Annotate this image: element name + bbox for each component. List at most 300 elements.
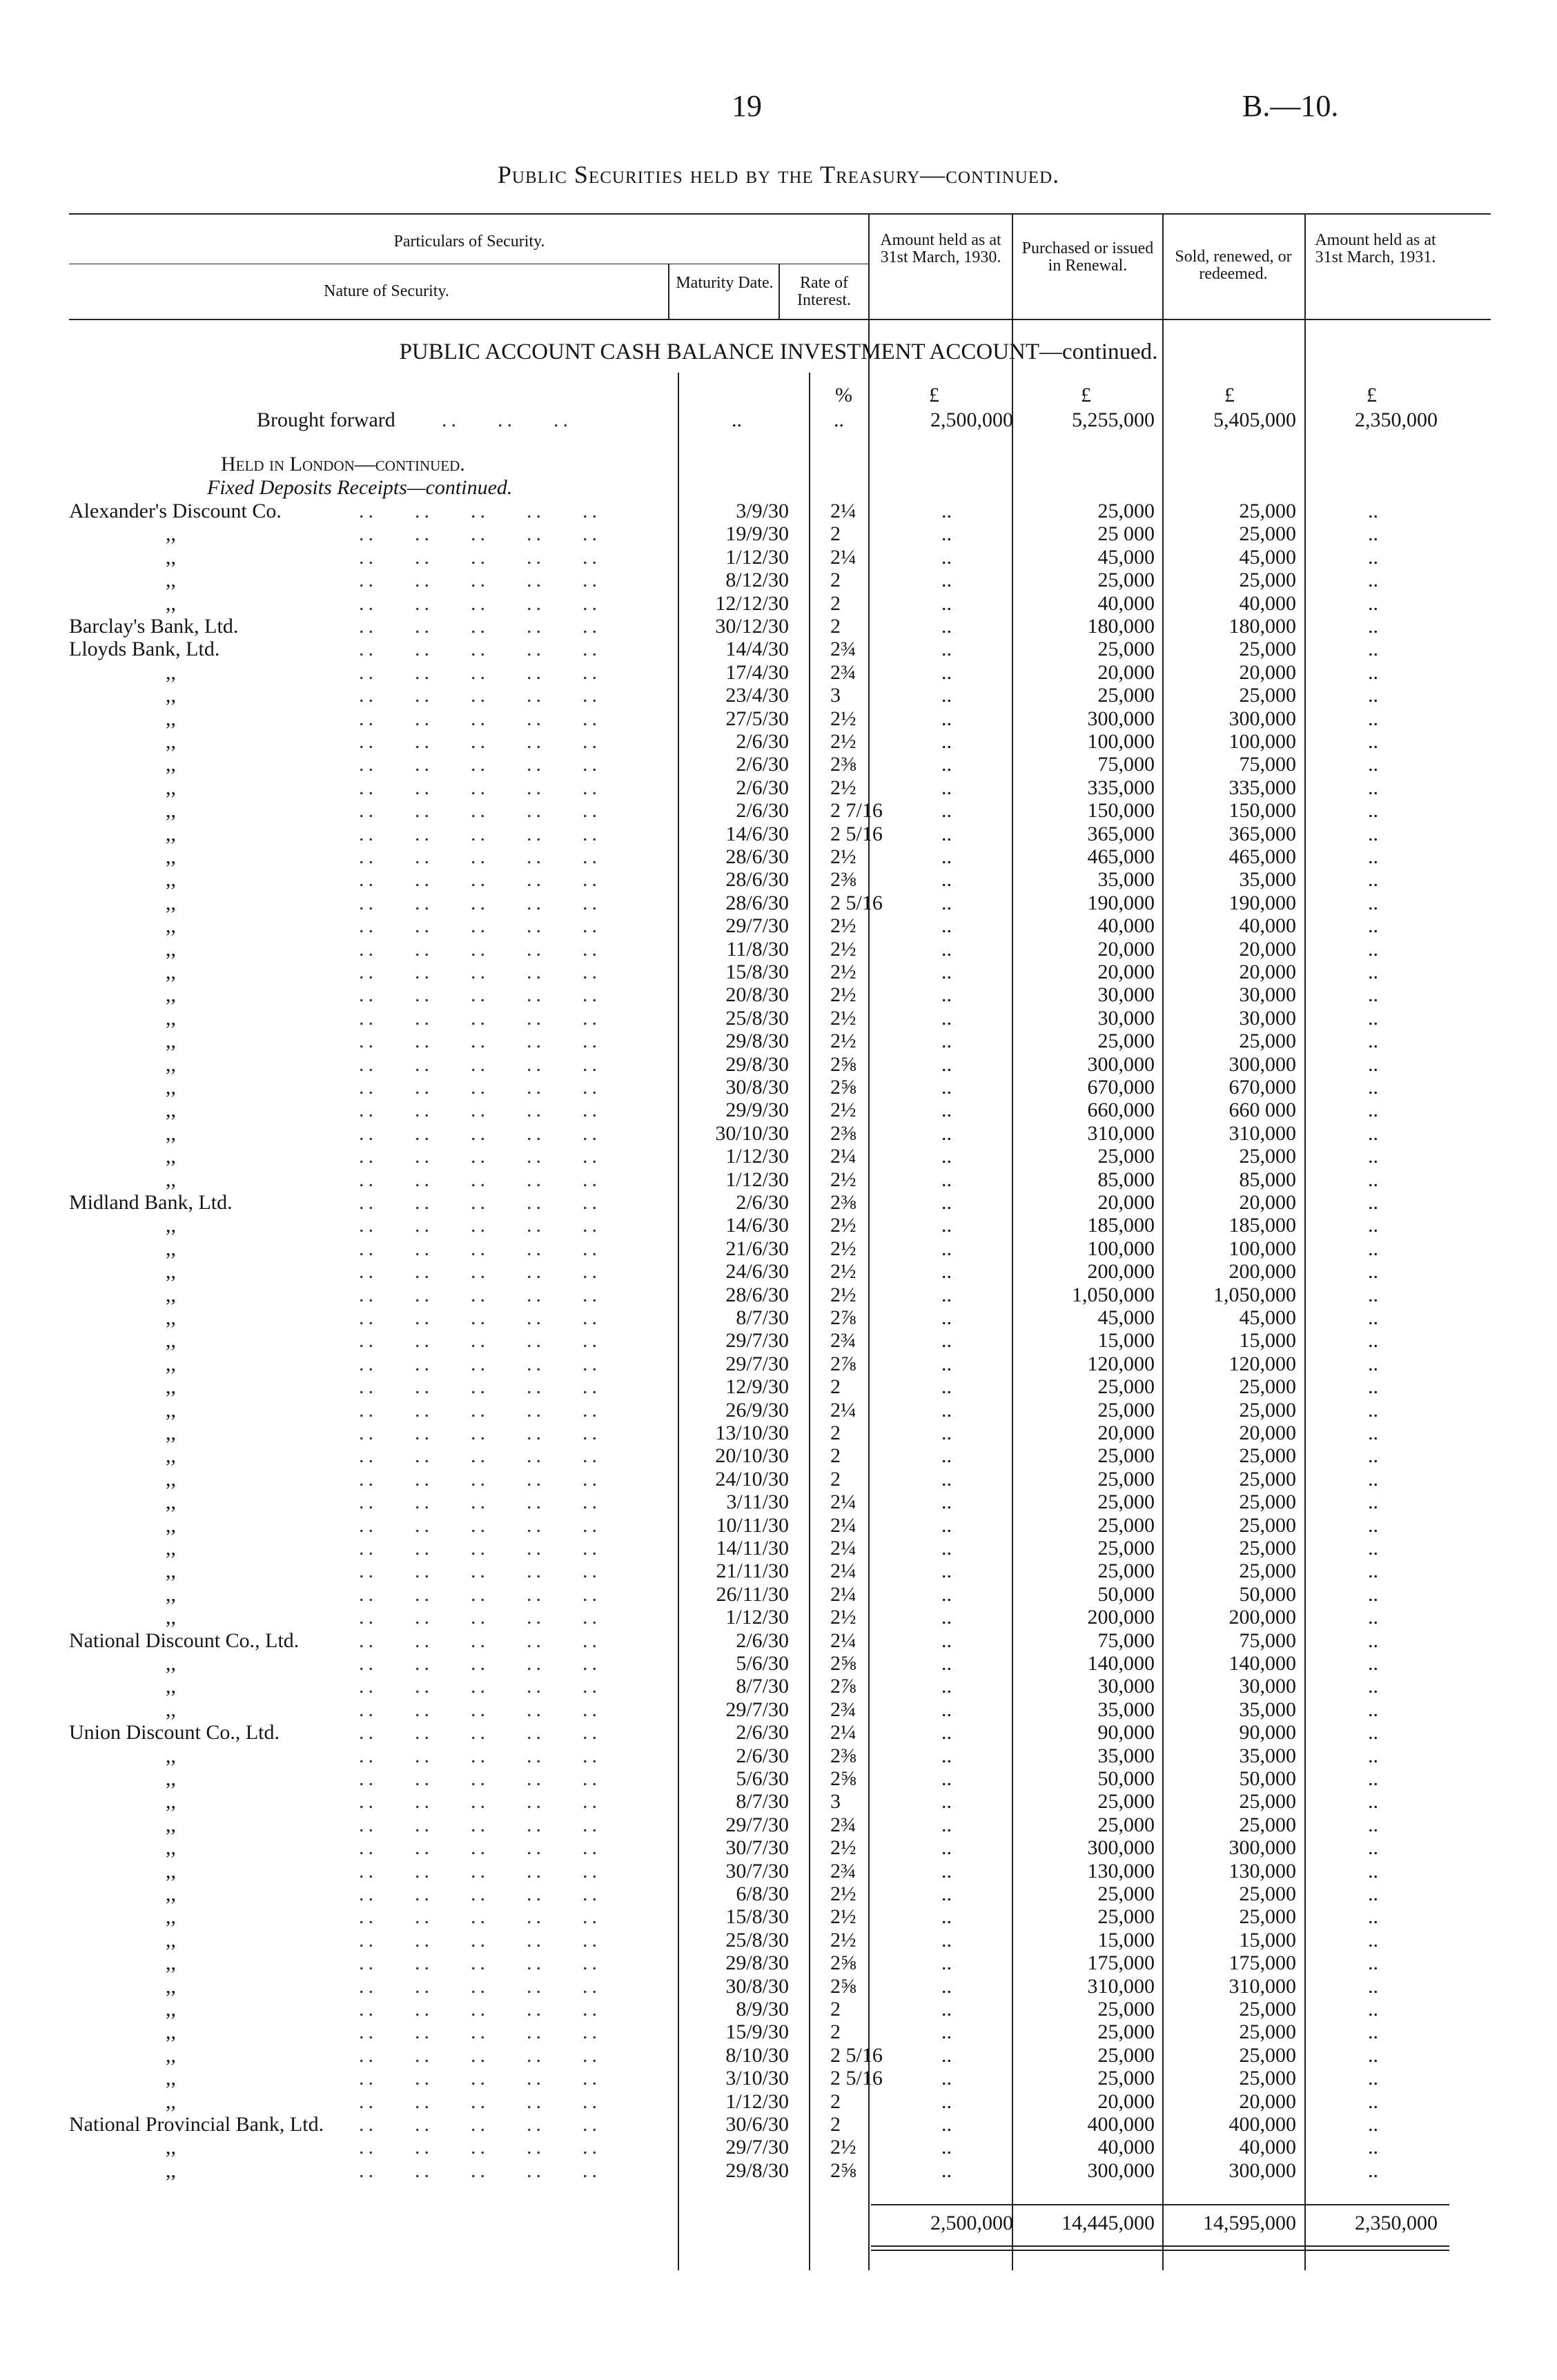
maturity-date: 13/10/30 [715,1422,789,1444]
interest-rate: 2½ [830,845,856,868]
purchased-amount: 335,000 [1087,776,1155,799]
purchased-amount: 25,000 [1097,1375,1155,1399]
interest-rate: 2½ [830,730,856,753]
maturity-date: 25/8/30 [725,1928,789,1951]
held-in-london-label: Held in London—continued. [221,453,465,475]
purchased-amount: 130,000 [1087,1859,1155,1882]
sold-amount: 310,000 [1228,1121,1296,1145]
security-name: ,, [166,1859,176,1882]
table-row [0,707,1557,731]
leader-dots: .. .. .. .. .. [359,1721,601,1744]
amount-1930: .. [941,545,952,569]
leader-dots: .. .. .. .. .. [359,776,601,799]
security-name: ,, [166,1491,176,1514]
amount-1931: .. [1368,2067,1378,2090]
sold-amount: 85,000 [1239,1168,1296,1191]
amount-1931: .. [1368,1422,1378,1444]
leader-dots: .. .. .. .. .. [359,638,601,661]
table-row [0,1284,1557,1307]
purchased-amount: 100,000 [1087,730,1155,753]
interest-rate: 2½ [830,1030,856,1053]
leader-dots: .. .. .. .. .. [359,569,601,592]
totals-top-rule [871,2204,1449,2205]
interest-rate: 2½ [830,1168,856,1191]
interest-rate: 2⅝ [830,2158,856,2182]
security-name: ,, [166,1675,176,1698]
brought-forward-pur: 5,255,000 [1072,409,1155,431]
leader-dots: .. .. .. .. .. [359,822,601,845]
amount-1931: .. [1368,1214,1378,1237]
purchased-amount: 25,000 [1097,1467,1155,1491]
leader-dots: .. .. .. .. .. [359,1928,601,1951]
header-purchased: Purchased or issued in Renewal. [1021,239,1154,275]
amount-1930: .. [941,1214,952,1237]
table-row [0,2067,1557,2090]
security-name: Alexander's Discount Co. [69,500,282,522]
purchased-amount: 120,000 [1087,1352,1155,1375]
interest-rate: 2½ [830,1260,856,1284]
interest-rate: 2½ [830,1882,856,1905]
maturity-date: 25/8/30 [725,1006,789,1030]
amount-1930: .. [941,1974,952,1998]
interest-rate: 2 [830,522,841,546]
table-row [0,615,1557,638]
maturity-date: 1/12/30 [725,1606,789,1629]
amount-1930: .. [941,1121,952,1145]
purchased-amount: 20,000 [1097,1191,1155,1214]
interest-rate: 2¾ [830,1859,856,1882]
table-row [0,569,1557,592]
amount-1931: .. [1368,1560,1378,1583]
sold-amount: 300,000 [1228,1052,1296,1076]
amount-1930: .. [941,707,952,730]
leader-dots: .. .. .. [442,409,572,431]
table-row [0,1237,1557,1261]
maturity-date: 14/11/30 [716,1537,789,1560]
sold-amount: 1,050,000 [1213,1283,1296,1306]
amount-1930: .. [941,822,952,845]
purchased-amount: 30,000 [1097,1675,1155,1698]
security-name: ,, [166,1375,176,1399]
table-row [0,961,1557,984]
security-name: ,, [166,1444,176,1468]
amount-1931: .. [1368,1928,1378,1951]
maturity-date: 8/12/30 [725,569,789,592]
amount-1930: .. [941,868,952,892]
security-name: ,, [166,684,176,707]
maturity-date: 8/7/30 [736,1306,789,1329]
table-row [0,1606,1557,1629]
fixed-deposits-label: Fixed Deposits Receipts—continued. [207,476,513,499]
security-name: ,, [166,1606,176,1629]
security-name: ,, [166,1052,176,1076]
leader-dots: .. .. .. .. .. [359,1422,601,1444]
amount-1931: .. [1368,776,1378,799]
security-name: ,, [166,660,176,684]
purchased-amount: 400,000 [1087,2113,1155,2136]
unit-rate: % [835,384,852,406]
amount-1930: .. [941,684,952,707]
interest-rate: 2⅜ [830,868,856,892]
sold-amount: 180,000 [1228,615,1296,638]
maturity-date: 19/9/30 [725,522,789,546]
sold-amount: 20,000 [1239,937,1296,961]
header-amount-1930: Amount held as at 31st March, 1930. [880,231,1001,266]
interest-rate: 2½ [830,776,856,799]
purchased-amount: 175,000 [1087,1951,1155,1975]
purchased-amount: 25,000 [1097,1790,1155,1813]
amount-1930: .. [941,1675,952,1698]
header-maturity: Maturity Date. [676,274,774,292]
table-row [0,1260,1557,1284]
sold-amount: 25,000 [1239,1444,1296,1468]
purchased-amount: 25,000 [1097,500,1155,522]
sold-amount: 140,000 [1228,1652,1296,1675]
total-sold: 14,595,000 [1203,2212,1296,2234]
table-row [0,546,1557,569]
maturity-date: 26/11/30 [716,1582,789,1606]
interest-rate: 2 [830,1375,841,1399]
table-row [0,1652,1557,1675]
interest-rate: 2⅜ [830,753,856,776]
interest-rate: 2¾ [830,1813,856,1836]
security-name: ,, [166,1698,176,1721]
amount-1930: .. [941,1076,952,1099]
security-name: ,, [166,730,176,753]
sold-amount: 190,000 [1228,891,1296,914]
maturity-date: 30/7/30 [725,1859,789,1882]
table-row [0,799,1557,823]
sold-amount: 100,000 [1228,1237,1296,1260]
total-pur: 14,445,000 [1061,2212,1155,2234]
purchased-amount: 40,000 [1097,591,1155,615]
purchased-amount: 30,000 [1097,983,1155,1007]
amount-1931: .. [1368,1467,1378,1491]
sold-amount: 40,000 [1239,914,1296,938]
maturity-date: 29/8/30 [725,2158,789,2182]
security-name: ,, [166,2136,176,2159]
sold-amount: 310,000 [1228,1974,1296,1998]
leader-dots: .. .. .. .. .. [359,1145,601,1168]
sold-amount: 20,000 [1239,1422,1296,1444]
purchased-amount: 365,000 [1087,822,1155,845]
total-a31: 2,350,000 [1355,2212,1438,2234]
amount-1930: .. [941,1698,952,1721]
page-title: Public Securities held by the Treasury—continued. [497,161,1060,188]
interest-rate: 2½ [830,937,856,961]
interest-rate: 2½ [830,1006,856,1030]
amount-1930: .. [941,1467,952,1491]
security-name: ,, [166,1283,176,1306]
maturity-date: 2/6/30 [736,1629,789,1652]
amount-1930: .. [941,1537,952,1560]
amount-1931: .. [1368,1813,1378,1836]
interest-rate: 2 [830,591,841,615]
amount-1931: .. [1368,1675,1378,1698]
leader-dots: .. .. .. .. .. [359,1905,601,1929]
amount-1930: .. [941,1052,952,1076]
amount-1930: .. [941,2158,952,2182]
purchased-amount: 25,000 [1097,1882,1155,1905]
maturity-date: 3/9/30 [736,500,789,522]
security-name: National Provincial Bank, Ltd. [69,2113,324,2136]
table-row [0,1468,1557,1491]
interest-rate: 2¼ [830,1398,856,1422]
header-nature: Nature of Security. [324,282,449,300]
leader-dots: .. .. .. .. .. [359,1237,601,1260]
amount-1931: .. [1368,1052,1378,1076]
interest-rate: 2⅝ [830,1767,856,1790]
leader-dots: .. .. .. .. .. [359,1283,601,1306]
leader-dots: .. .. .. .. .. [359,1675,601,1698]
maturity-date: 2/6/30 [736,1721,789,1744]
unit-a31: £ [1367,384,1377,406]
security-name: ,, [166,1905,176,1929]
maturity-date: 2/6/30 [736,730,789,753]
interest-rate: 2½ [830,983,856,1007]
purchased-amount: 25,000 [1097,2020,1155,2044]
document-reference: B.—10. [1242,89,1339,123]
security-name: ,, [166,937,176,961]
leader-dots: .. .. .. .. .. [359,1491,601,1514]
purchased-amount: 310,000 [1087,1974,1155,1998]
table-row [0,2113,1557,2136]
interest-rate: 2¼ [830,545,856,569]
amount-1930: .. [941,638,952,661]
table-row [0,1191,1557,1214]
security-name: ,, [166,1145,176,1168]
security-name: ,, [166,845,176,868]
amount-1931: .. [1368,1513,1378,1537]
amount-1931: .. [1368,569,1378,592]
sold-amount: 200,000 [1228,1260,1296,1284]
sold-amount: 130,000 [1228,1859,1296,1882]
purchased-amount: 20,000 [1097,961,1155,983]
leader-dots: .. .. .. .. .. [359,1652,601,1675]
sold-amount: 465,000 [1228,845,1296,868]
units-row [0,384,1557,407]
table-row [0,1975,1557,1998]
sold-amount: 25,000 [1239,569,1296,592]
amount-1931: .. [1368,1882,1378,1905]
maturity-date: 24/6/30 [725,1260,789,1284]
maturity-date: 8/7/30 [736,1675,789,1698]
sold-amount: 20,000 [1239,1191,1296,1214]
leader-dots: .. .. .. .. .. [359,1998,601,2020]
amount-1931: .. [1368,1352,1378,1375]
leader-dots: .. .. .. .. .. [359,914,601,938]
amount-1930: .. [941,1882,952,1905]
security-name: ,, [166,2043,176,2067]
security-name: ,, [166,2020,176,2044]
amount-1931: .. [1368,1444,1378,1468]
maturity-date: 6/8/30 [736,1882,789,1905]
amount-1931: .. [1368,730,1378,753]
amount-1930: .. [941,1813,952,1836]
sold-amount: 25,000 [1239,1882,1296,1905]
security-name: ,, [166,1582,176,1606]
purchased-amount: 300,000 [1087,1836,1155,1860]
table-row [0,684,1557,707]
amount-1931: .. [1368,983,1378,1007]
table-row [0,1030,1557,1053]
amount-1930: .. [941,1767,952,1790]
leader-dots: .. .. .. .. .. [359,2043,601,2067]
interest-rate: 2½ [830,707,856,730]
amount-1930: .. [941,961,952,983]
interest-rate: 2½ [830,1928,856,1951]
sold-amount: 35,000 [1239,1744,1296,1767]
amount-1931: .. [1368,1099,1378,1122]
security-name: ,, [166,1398,176,1422]
totals-bottom-rule [871,2245,1449,2247]
sold-amount: 120,000 [1228,1352,1296,1375]
amount-1931: .. [1368,2136,1378,2159]
sold-amount: 35,000 [1239,868,1296,892]
maturity-date: 28/6/30 [725,845,789,868]
maturity-date: 29/7/30 [725,1329,789,1353]
table-row [0,638,1557,661]
maturity-date: 1/12/30 [725,1168,789,1191]
amount-1930: .. [941,1652,952,1675]
leader-dots: .. .. .. .. .. [359,1744,601,1767]
amount-1931: .. [1368,2113,1378,2136]
amount-1930: .. [941,730,952,753]
interest-rate: 2 [830,2089,841,2113]
security-name: ,, [166,545,176,569]
maturity-date: 29/7/30 [725,914,789,938]
purchased-amount: 20,000 [1097,660,1155,684]
purchased-amount: 50,000 [1097,1767,1155,1790]
interest-rate: 2¾ [830,660,856,684]
table-row [0,1329,1557,1353]
leader-dots: .. .. .. .. .. [359,1099,601,1122]
header-sold: Sold, renewed, or redeemed. [1175,248,1292,283]
leader-dots: .. .. .. .. .. [359,1698,601,1721]
maturity-date: 30/8/30 [725,1076,789,1099]
table-row [0,1168,1557,1192]
leader-dots: .. .. .. .. .. [359,1375,601,1399]
header-rate: Rate of Interest. [797,274,851,309]
leader-dots: .. .. .. .. .. [359,1214,601,1237]
purchased-amount: 25,000 [1097,1030,1155,1053]
interest-rate: 2¼ [830,1582,856,1606]
purchased-amount: 25,000 [1097,1537,1155,1560]
sold-amount: 15,000 [1239,1329,1296,1353]
table-row [0,1514,1557,1537]
amount-1930: .. [941,845,952,868]
maturity-date: 15/9/30 [725,2020,789,2044]
amount-1931: .. [1368,638,1378,661]
brought-forward-sold: 5,405,000 [1213,409,1296,431]
security-name: ,, [166,799,176,823]
table-row [0,1767,1557,1791]
maturity-date: 1/12/30 [725,2089,789,2113]
maturity-date: 21/6/30 [725,1237,789,1260]
purchased-amount: 35,000 [1097,1744,1155,1767]
purchased-amount: 15,000 [1097,1329,1155,1353]
maturity-date: 15/8/30 [725,1905,789,1929]
table-row [0,1375,1557,1399]
interest-rate: 2¼ [830,500,856,522]
sold-amount: 25,000 [1239,2020,1296,2044]
maturity-date: 30/10/30 [715,1121,789,1145]
security-name: ,, [166,1513,176,1537]
amount-1930: .. [941,660,952,684]
amount-1931: .. [1368,1744,1378,1767]
amount-1930: .. [941,1744,952,1767]
purchased-amount: 180,000 [1087,615,1155,638]
section-heading: PUBLIC ACCOUNT CASH BALANCE INVESTMENT ACCOUNT—continued. [399,340,1158,364]
amount-1930: .. [941,615,952,638]
brought-forward-rate: .. [834,409,844,431]
amount-1930: .. [941,1582,952,1606]
sold-amount: 45,000 [1239,545,1296,569]
amount-1931: .. [1368,1606,1378,1629]
security-name: ,, [166,1467,176,1491]
security-name: ,, [166,868,176,892]
interest-rate: 2 5/16 [830,891,883,914]
sold-amount: 25,000 [1239,1537,1296,1560]
maturity-date: 26/9/30 [725,1398,789,1422]
maturity-date: 20/8/30 [725,983,789,1007]
leader-dots: .. .. .. .. .. [359,1260,601,1284]
amount-1930: .. [941,914,952,938]
purchased-amount: 25,000 [1097,1145,1155,1168]
maturity-date: 5/6/30 [736,1767,789,1790]
purchased-amount: 25,000 [1097,1491,1155,1514]
amount-1931: .. [1368,891,1378,914]
purchased-amount: 660,000 [1087,1099,1155,1122]
security-name: ,, [166,591,176,615]
amount-1931: .. [1368,1905,1378,1929]
sold-amount: 25,000 [1239,1813,1296,1836]
leader-dots: .. .. .. .. .. [359,1537,601,1560]
amount-1931: .. [1368,1237,1378,1260]
leader-dots: .. .. .. .. .. [359,591,601,615]
amount-1930: .. [941,1352,952,1375]
security-name: ,, [166,1076,176,1099]
purchased-amount: 25,000 [1097,1998,1155,2020]
amount-1931: .. [1368,1790,1378,1813]
security-name: ,, [166,2158,176,2182]
interest-rate: 2½ [830,1099,856,1122]
sold-amount: 25,000 [1239,638,1296,661]
purchased-amount: 30,000 [1097,1006,1155,1030]
maturity-date: 3/11/30 [726,1491,789,1514]
leader-dots: .. .. .. .. .. [359,2136,601,2159]
interest-rate: 2¼ [830,1145,856,1168]
maturity-date: 14/6/30 [725,822,789,845]
amount-1931: .. [1368,500,1378,522]
security-name: ,, [166,2067,176,2090]
security-name: ,, [166,707,176,730]
sold-amount: 660 000 [1228,1099,1296,1122]
table-row [0,1882,1557,1906]
leader-dots: .. .. .. .. .. [359,1329,601,1353]
sold-amount: 25,000 [1239,1467,1296,1491]
interest-rate: 2⅝ [830,1951,856,1975]
maturity-date: 20/10/30 [715,1444,789,1468]
sold-amount: 25,000 [1239,1513,1296,1537]
amount-1931: .. [1368,1652,1378,1675]
leader-dots: .. .. .. .. .. [359,2020,601,2044]
security-name: ,, [166,1306,176,1329]
table-row [0,845,1557,869]
leader-dots: .. .. .. .. .. [359,522,601,546]
maturity-date: 2/6/30 [736,753,789,776]
amount-1931: .. [1368,1951,1378,1975]
